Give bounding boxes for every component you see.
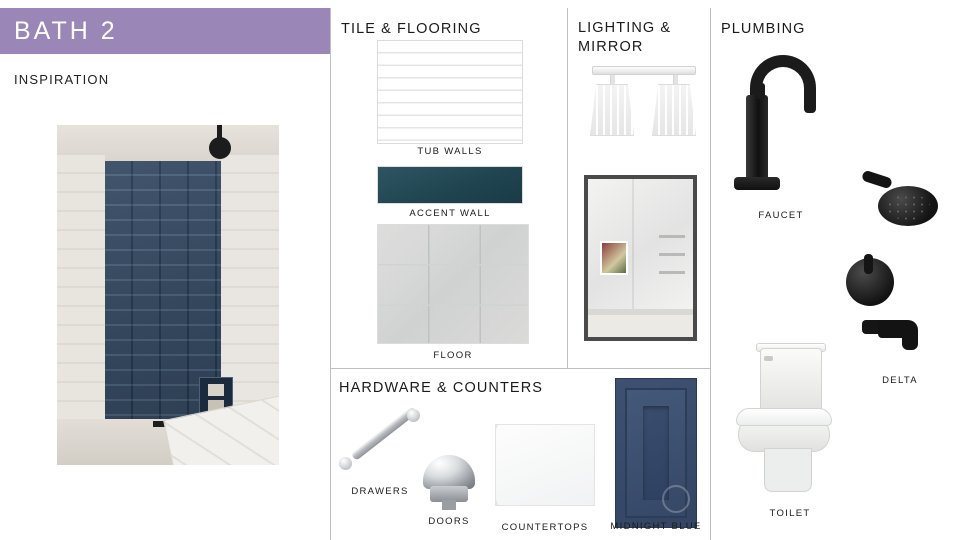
shower-head: [862, 172, 940, 230]
mirror-lower-wall: [588, 315, 693, 337]
watermark-icon: [662, 485, 690, 513]
faucet-escutcheon: [734, 177, 780, 190]
cabinet-knob-hardware: [418, 455, 480, 511]
divider-horizontal-1: [330, 368, 710, 369]
mirror-reflection: [588, 179, 693, 337]
faucet-column: [746, 95, 768, 181]
faucet-outlet: [804, 97, 816, 113]
light-stem-left: [610, 75, 615, 84]
caption-floor: FLOOR: [433, 350, 473, 361]
swatch-countertop: [495, 424, 595, 506]
light-stem-right: [673, 75, 678, 84]
toilet-pedestal: [764, 448, 812, 492]
swatch-accent-wall: [377, 166, 523, 204]
swatch-floor-tile: [377, 224, 529, 344]
caption-shower-brand: DELTA: [882, 375, 918, 386]
valve-lever-handle: [864, 254, 873, 274]
shower-arm: [861, 170, 893, 190]
swatch-tub-walls: [377, 40, 523, 144]
divider-vertical-1: [330, 8, 331, 540]
cabinet-center-panel: [643, 406, 669, 500]
pull-post-bottom: [339, 457, 352, 470]
light-shade-right: [652, 84, 696, 136]
section-heading-hardware-counters: HARDWARE & COUNTERS: [339, 380, 544, 396]
section-heading-plumbing: PLUMBING: [721, 21, 806, 37]
vanity-light-fixture: [580, 60, 708, 148]
bathroom-faucet: [722, 55, 840, 200]
inspiration-photo: [57, 125, 279, 465]
divider-vertical-3: [710, 8, 711, 540]
shower-spray-pattern-icon: [886, 194, 930, 220]
section-heading-lighting-mirror: [578, 19, 671, 57]
toilet-seat: [736, 408, 832, 426]
caption-toilet: TOILET: [769, 508, 811, 519]
faucet-handle: [756, 83, 765, 99]
pull-post-top: [407, 409, 420, 422]
photo-showerhead-icon: [209, 137, 231, 159]
caption-tub-walls: TUB WALLS: [417, 146, 483, 157]
section-heading-lighting-line1: LIGHTING &: [578, 20, 672, 36]
knob-dome: [423, 455, 475, 489]
light-shade-left: [590, 84, 634, 136]
toilet-flush-lever[interactable]: [764, 356, 773, 361]
toilet: [730, 348, 850, 498]
drawer-pull-hardware: [337, 395, 423, 481]
caption-faucet: FAUCET: [758, 210, 804, 221]
caption-drawers: DRAWERS: [351, 486, 409, 497]
framed-mirror: [584, 175, 697, 341]
section-heading-tile-flooring: TILE & FLOORING: [341, 21, 482, 37]
photo-niche-bottle-1: [208, 384, 224, 396]
mirror-artwork: [600, 241, 628, 275]
section-heading-lighting-line2: MIRROR: [578, 39, 644, 55]
divider-vertical-2: [567, 8, 568, 368]
cabinet-door-sample: [615, 378, 697, 528]
caption-doors: DOORS: [428, 516, 470, 527]
mirror-shelf-2: [659, 253, 685, 256]
light-mounting-bar: [592, 66, 696, 75]
knob-stem: [442, 500, 456, 510]
tub-spout-outlet: [902, 334, 918, 350]
caption-cabinet-color: MIDNIGHT BLUE: [610, 521, 702, 532]
inspiration-label: INSPIRATION: [14, 72, 110, 87]
page-title: BATH 2: [14, 16, 118, 45]
caption-countertops: COUNTERTOPS: [501, 522, 589, 533]
mirror-shelf-3: [659, 271, 685, 274]
tub-spout: [862, 320, 922, 364]
caption-accent-wall: ACCENT WALL: [409, 208, 491, 219]
mirror-shelf-1: [659, 235, 685, 238]
board-title-bar: [0, 8, 330, 54]
shower-valve-trim: [846, 258, 894, 306]
